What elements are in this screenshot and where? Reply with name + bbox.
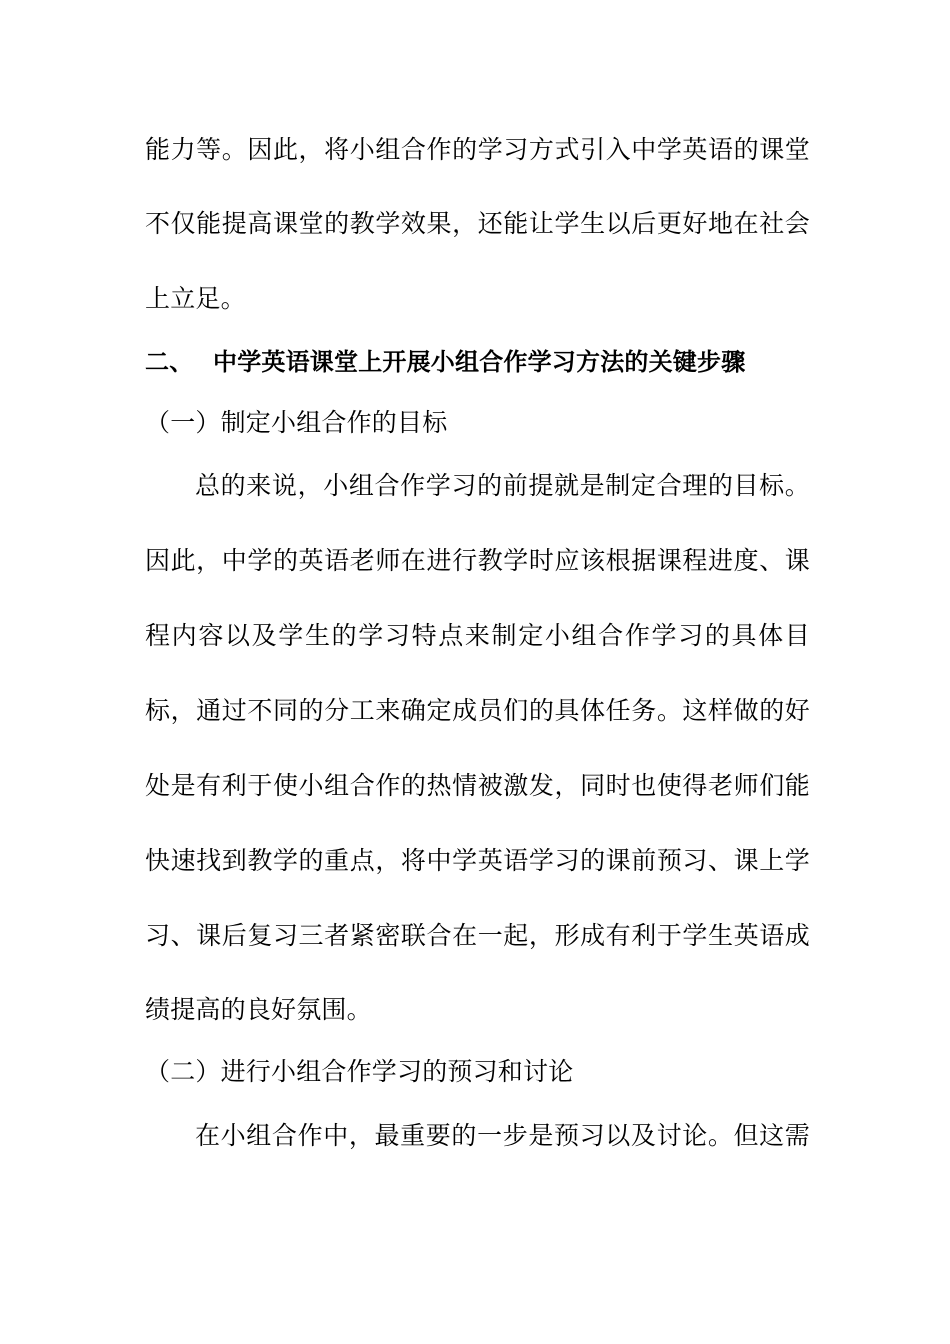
paragraph-line: 快速找到教学的重点，将中学英语学习的课前预习、课上学: [145, 846, 810, 875]
paragraph-line: 习、课后复习三者紧密联合在一起，形成有利于学生英语成: [145, 921, 810, 950]
paragraph-line: 处是有利于使小组合作的热情被激发，同时也使得老师们能: [145, 771, 810, 800]
section-number: 二、: [145, 348, 194, 376]
paragraph-line: 绩提高的良好氛围。: [145, 995, 372, 1024]
subsection-title: （一）制定小组合作的目标: [145, 408, 448, 437]
paragraph-line: 标，通过不同的分工来确定成员们的具体任务。这样做的好: [145, 696, 810, 725]
paragraph-line: 能力等。因此，将小组合作的学习方式引入中学英语的课堂: [145, 135, 810, 164]
paragraph-line: 程内容以及学生的学习特点来制定小组合作学习的具体目: [145, 621, 810, 650]
paragraph-line: 上立足。: [145, 284, 246, 313]
section-title: 中学英语课堂上开展小组合作学习方法的关键步骤: [213, 348, 746, 376]
section-heading: [145, 346, 810, 378]
paragraph-line: 在小组合作中，最重要的一步是预习以及讨论。但这需: [195, 1121, 810, 1150]
paragraph-line: 不仅能提高课堂的教学效果，还能让学生以后更好地在社会: [145, 209, 810, 238]
paragraph-line: 总的来说，小组合作学习的前提就是制定合理的目标。: [195, 471, 810, 500]
subsection-title: （二）进行小组合作学习的预习和讨论: [145, 1057, 574, 1086]
paragraph-line: 因此，中学的英语老师在进行教学时应该根据课程进度、课: [145, 546, 810, 575]
